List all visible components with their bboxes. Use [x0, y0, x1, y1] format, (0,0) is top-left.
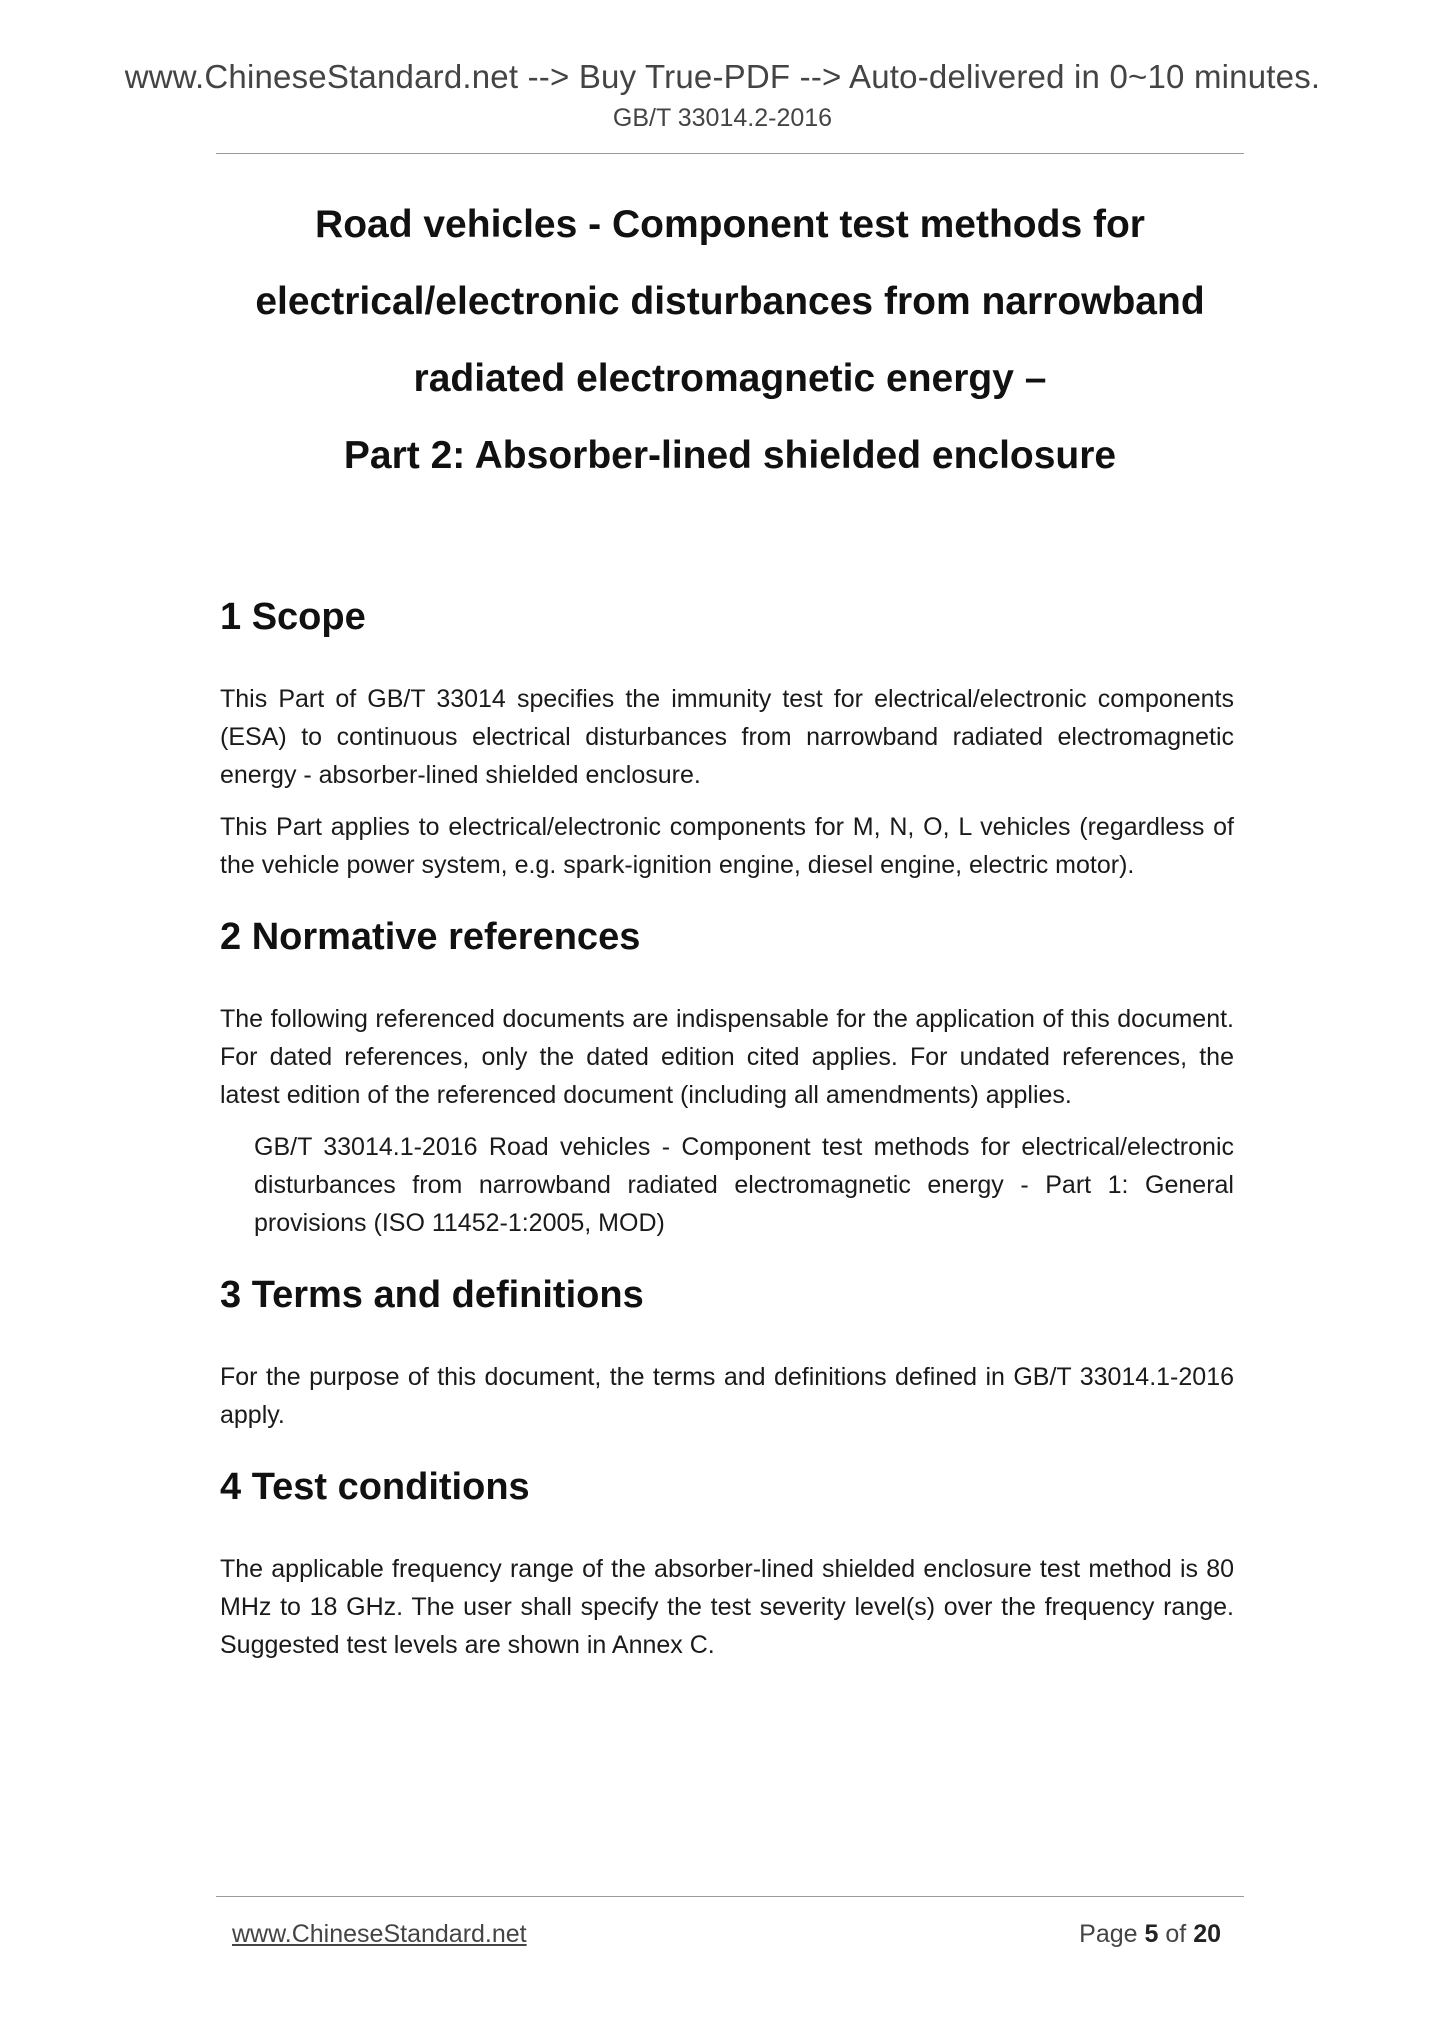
- footer-divider: [216, 1896, 1244, 1897]
- scope-paragraph-2: This Part applies to electrical/electronic components for M, N, O, L vehicles (regardless of the vehicle power system, e.g. spark-ignition engine, diesel engine, electric motor).: [220, 813, 1234, 879]
- document-body: [220, 594, 1234, 1664]
- header-banner: www.ChineseStandard.net --> Buy True-PDF --> Auto-delivered in 0~10 minutes.: [124, 58, 1321, 95]
- current-page-number: 5: [1144, 1920, 1159, 1948]
- normative-reference-item: GB/T 33014.1-2016 Road vehicles - Component test methods for electrical/electronic disturbances from narrowband radiated electromagnetic energy - Part 1: General provisions (ISO 11452-1:2005, MOD): [254, 1133, 1234, 1237]
- normative-references-paragraph: The following referenced documents are indispensable for the application of this document. For dated references, only the dated edition cited applies. For undated references, the latest edition of the referenced document (including all amendments) applies.: [220, 1005, 1234, 1109]
- terms-heading: 3 Terms and definitions: [220, 1274, 644, 1316]
- title-line-2: electrical/electronic disturbances from narrowband: [255, 280, 1205, 323]
- terms-paragraph: For the purpose of this document, the terms and definitions defined in GB/T 33014.1-2016 apply.: [220, 1363, 1234, 1429]
- footer-website-link[interactable]: www.ChineseStandard.net: [232, 1920, 527, 1948]
- page-label: Page: [1079, 1920, 1138, 1948]
- scope-paragraph-1: This Part of GB/T 33014 specifies the immunity test for electrical/electronic components (ESA) to continuous electrical disturbances from narrowband radiated electromagnetic energy - absorber-lined shielded enclosure.: [220, 685, 1234, 789]
- normative-references-heading: 2 Normative references: [220, 916, 641, 958]
- title-line-4: Part 2: Absorber-lined shielded enclosure: [343, 434, 1117, 477]
- title-line-1: Road vehicles - Component test methods for: [315, 203, 1145, 246]
- total-page-count: 20: [1193, 1920, 1221, 1948]
- page-indicator: [1079, 1920, 1221, 1949]
- scope-heading: 1 Scope: [220, 596, 366, 638]
- page-of-label: of: [1165, 1920, 1187, 1948]
- test-conditions-paragraph: The applicable frequency range of the absorber-lined shielded enclosure test method is 80 MHz to 18 GHz. The user shall specify the test severity level(s) over the frequency range. Suggested test levels are shown in Annex C.: [220, 1555, 1234, 1659]
- title-line-3: radiated electromagnetic energy –: [413, 357, 1047, 400]
- document-title: [216, 186, 1244, 494]
- test-conditions-heading: 4 Test conditions: [220, 1466, 530, 1508]
- document-number: GB/T 33014.2-2016: [612, 104, 833, 132]
- header-divider: [216, 153, 1244, 154]
